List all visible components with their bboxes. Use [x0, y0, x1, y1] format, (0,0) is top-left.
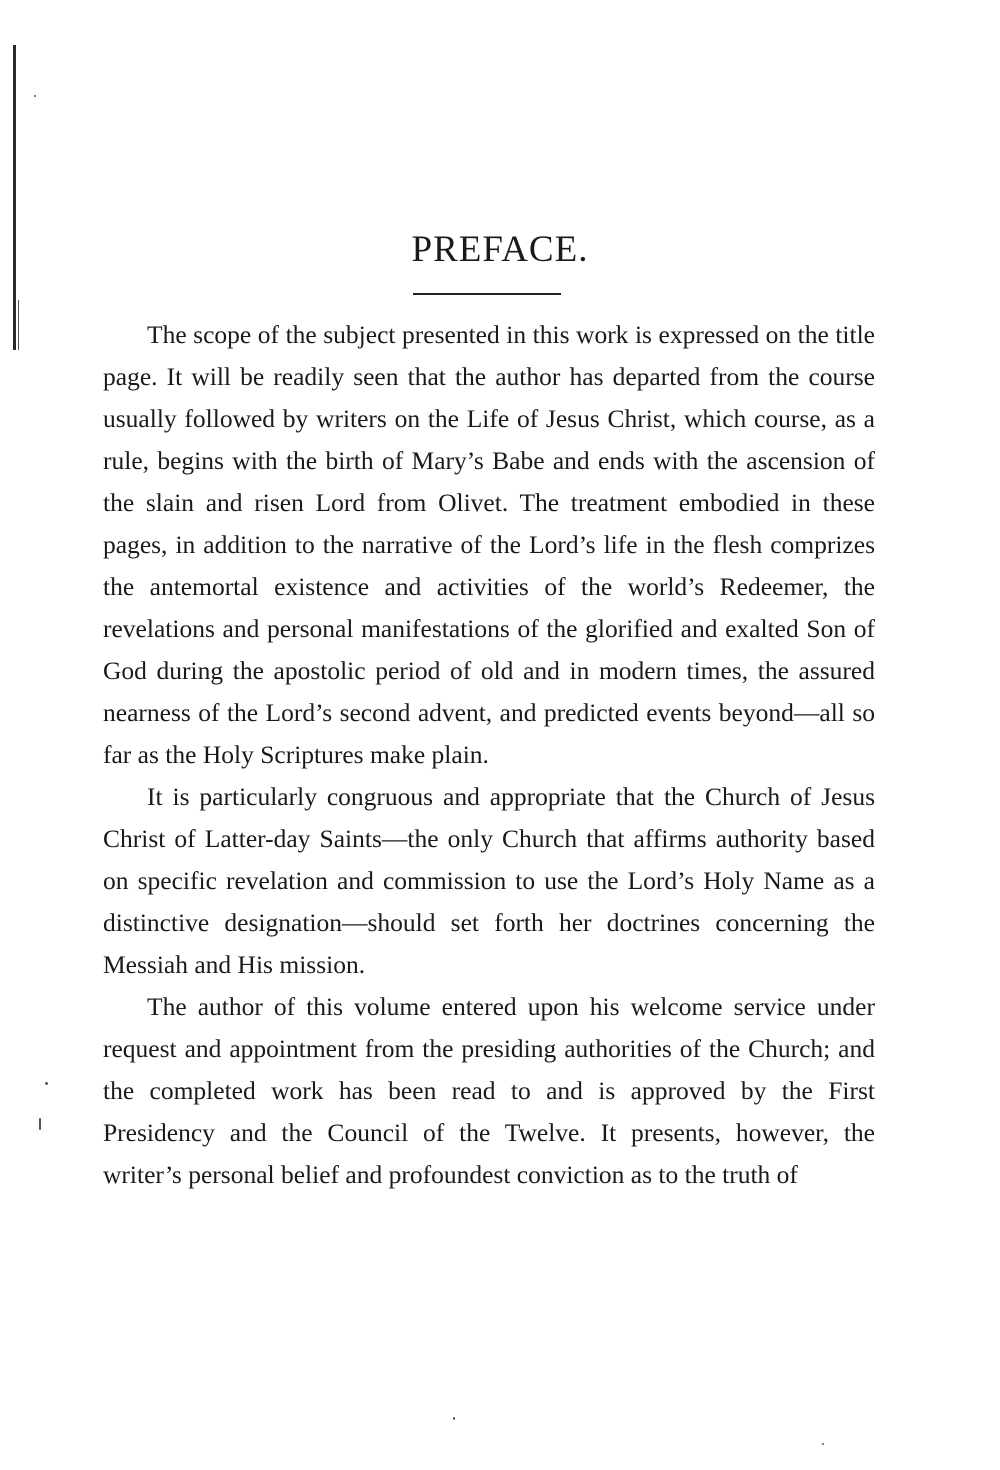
scan-speck	[822, 1443, 824, 1445]
preface-body	[103, 314, 875, 1196]
scan-speck	[39, 1118, 41, 1130]
title-divider	[413, 293, 561, 295]
preface-paragraph-3: The author of this volume entered upon his welcome service under request and appointment from the presiding authorities of the Church; and the completed work has been read to and is approved by the First Presidency and the Council of the Twelve. It presents, however, the writer’s personal belief and profoundest conviction as to the truth of	[103, 992, 875, 1189]
preface-paragraph-2: It is particularly congruous and appropriate that the Church of Jesus Christ of Latter-day Saints—the only Church that affirms authority based on specific revelation and commission to use the Lord’s Holy Name as a distinctive designation—should set forth her doctrines concerning the Messiah and His mission.	[103, 782, 875, 979]
scan-speck	[453, 1417, 455, 1420]
scan-speck	[34, 95, 36, 97]
preface-paragraph-1: The scope of the subject presented in this work is expressed on the title page. It will be readily seen that the author has departed from the course usually followed by writers on the Life of Jesus Christ, which course, as a rule, begins with the birth of Mary’s Babe and ends with the ascension of the slain and risen Lord from Olivet. The treatment embodied in these pages, in addition to the narrative of the Lord’s life in the flesh comprizes the antemortal existence and activities of the world’s Redeemer, the revelations and personal manifestations of the glorified and exalted Son of God during the apostolic period of old and in modern times, the assured nearness of the Lord’s second advent, and predicted events beyond—all so far as the Holy Scriptures make plain.	[103, 320, 875, 769]
scan-margin-line-secondary	[18, 300, 19, 350]
scan-speck	[45, 1082, 48, 1085]
page-title: PREFACE.	[411, 229, 589, 270]
scan-margin-line	[13, 45, 16, 350]
